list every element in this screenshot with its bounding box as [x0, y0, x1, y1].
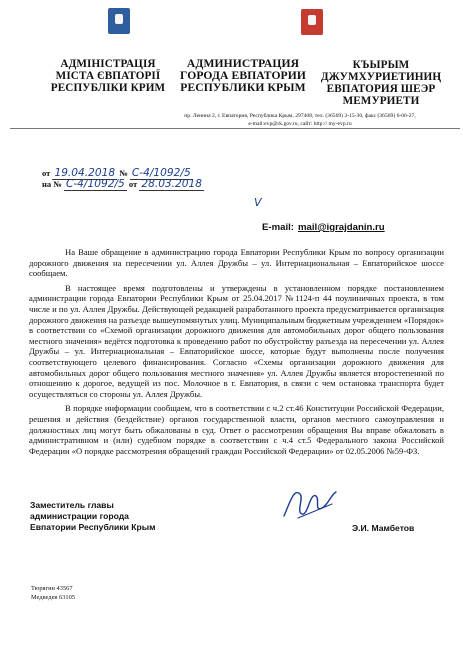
header-ukrainian: АДМІНІСТРАЦІЯ МІСТА ЄВПАТОРІЇ РЕСПУБЛІКИ КРИМ: [50, 58, 166, 94]
header-divider: [10, 128, 460, 129]
letter-body: [29, 247, 444, 456]
check-mark: V: [254, 196, 262, 209]
paragraph-details: В настоящее время подготовлены и утверждены в установленном порядке постановлением администрации города Евпатории Республики Крым от 25.04.2017 №1124-п 44 поулиничных проекта, в том числе и по ул. Аллея Дружбы. Действующей редакцией разработанного проекта предусматривается организация дорожного движения на разъезде вышеупомянутых улиц. Муниципальным бюджетным учреждением «Порядок» в соответствии со «Схемой организации дорожного движения для автомобильных дорог общего пользования местного значения» ведётся подготовка к проведению работ по обустройству разъезда на пересечении ул. Аллея Дружбы – ул. Интернациональная – Евпаторийское шоссе, которые будут выполнены после получения соответствующего целевого финансирования. Согласно «Схемы организации дорожного движения для автомобильных дорог общего пользования местного значения» ул. Аллея Дружбы является второстепенной по отношению к дорогое, ведущей из пос. Молочное в г. Евпатория, в связи с чем остановка транспорта будет осуществляться со стороны ул. Аллея Дружбы.: [29, 282, 445, 399]
paragraph-intro: На Ваше обращение в администрацию города Евпатории Республики Крым по вопросу организации дорожного движения на пересечении ул. Аллея Дружбы – ул. Интернациональная – Евпаторийское шоссе сообщаем.: [29, 247, 444, 279]
recipient-email: E-mail: mail@igrajdanin.ru: [262, 222, 385, 233]
signatory-name: Э.И. Мамбетов: [352, 523, 415, 533]
paragraph-legal: В порядке информации сообщаем, что в соответствии с ч.2 ст.46 Конституции Российской Федерации, решения и действия (бездействие) органов государственной власти, органов местного самоуправления и должностных лиц могут быть обжалованы в суд. Ответ о рассмотрении обращения Вы вправе обжаловать в административном и (или) судебном порядке в соответствии с ч.4 ст.5 Федерального закона Российской Федерации «О порядке рассмотрения обращений граждан Российской Федерации» от 02.05.2006 №59-ФЗ.: [29, 403, 444, 456]
incoming-date: 28.03.2018: [141, 178, 202, 190]
handwritten-signature: [280, 482, 340, 522]
header-russian: АДМИНИСТРАЦИЯ ГОРОДА ЕВПАТОРИИ РЕСПУБЛИКИ КРЫМ: [180, 57, 306, 94]
header-crimean-tatar: КЪЫРЫМ ДЖУМХУРИЕТИНИҢ ЕВПАТОРИЯ ШЕЭР МЕМУРИЕТИ: [320, 59, 442, 107]
signatory-title: Заместитель главы администрации города Евпатории Республики Крым: [30, 500, 156, 532]
outgoing-number: С-4/1092/5: [131, 167, 191, 179]
incoming-reference: на № С-4/1092/5 от 28.03.2018: [42, 178, 202, 190]
crimea-coat-of-arms-icon: [108, 8, 130, 34]
outgoing-date: 19.04.2018: [54, 167, 116, 179]
incoming-number: С-4/1092/5: [65, 178, 125, 190]
address-block: пр. Ленина 2, г. Евпатория, Республика Крым, 297408, тел. (36569) 3-15-30, факс (36569) 6-06-27, e-mail:evp@rk.gov.ru, сайт: http:// my-evp.ru: [184, 113, 416, 127]
evpatoria-coat-of-arms-icon: [301, 9, 323, 35]
outgoing-reference: от 19.04.2018 № С-4/1092/5: [42, 167, 191, 179]
executor-info: Тюрягин 43567 Медведев 63105: [31, 585, 76, 601]
email-link[interactable]: mail@igrajdanin.ru: [298, 222, 385, 233]
